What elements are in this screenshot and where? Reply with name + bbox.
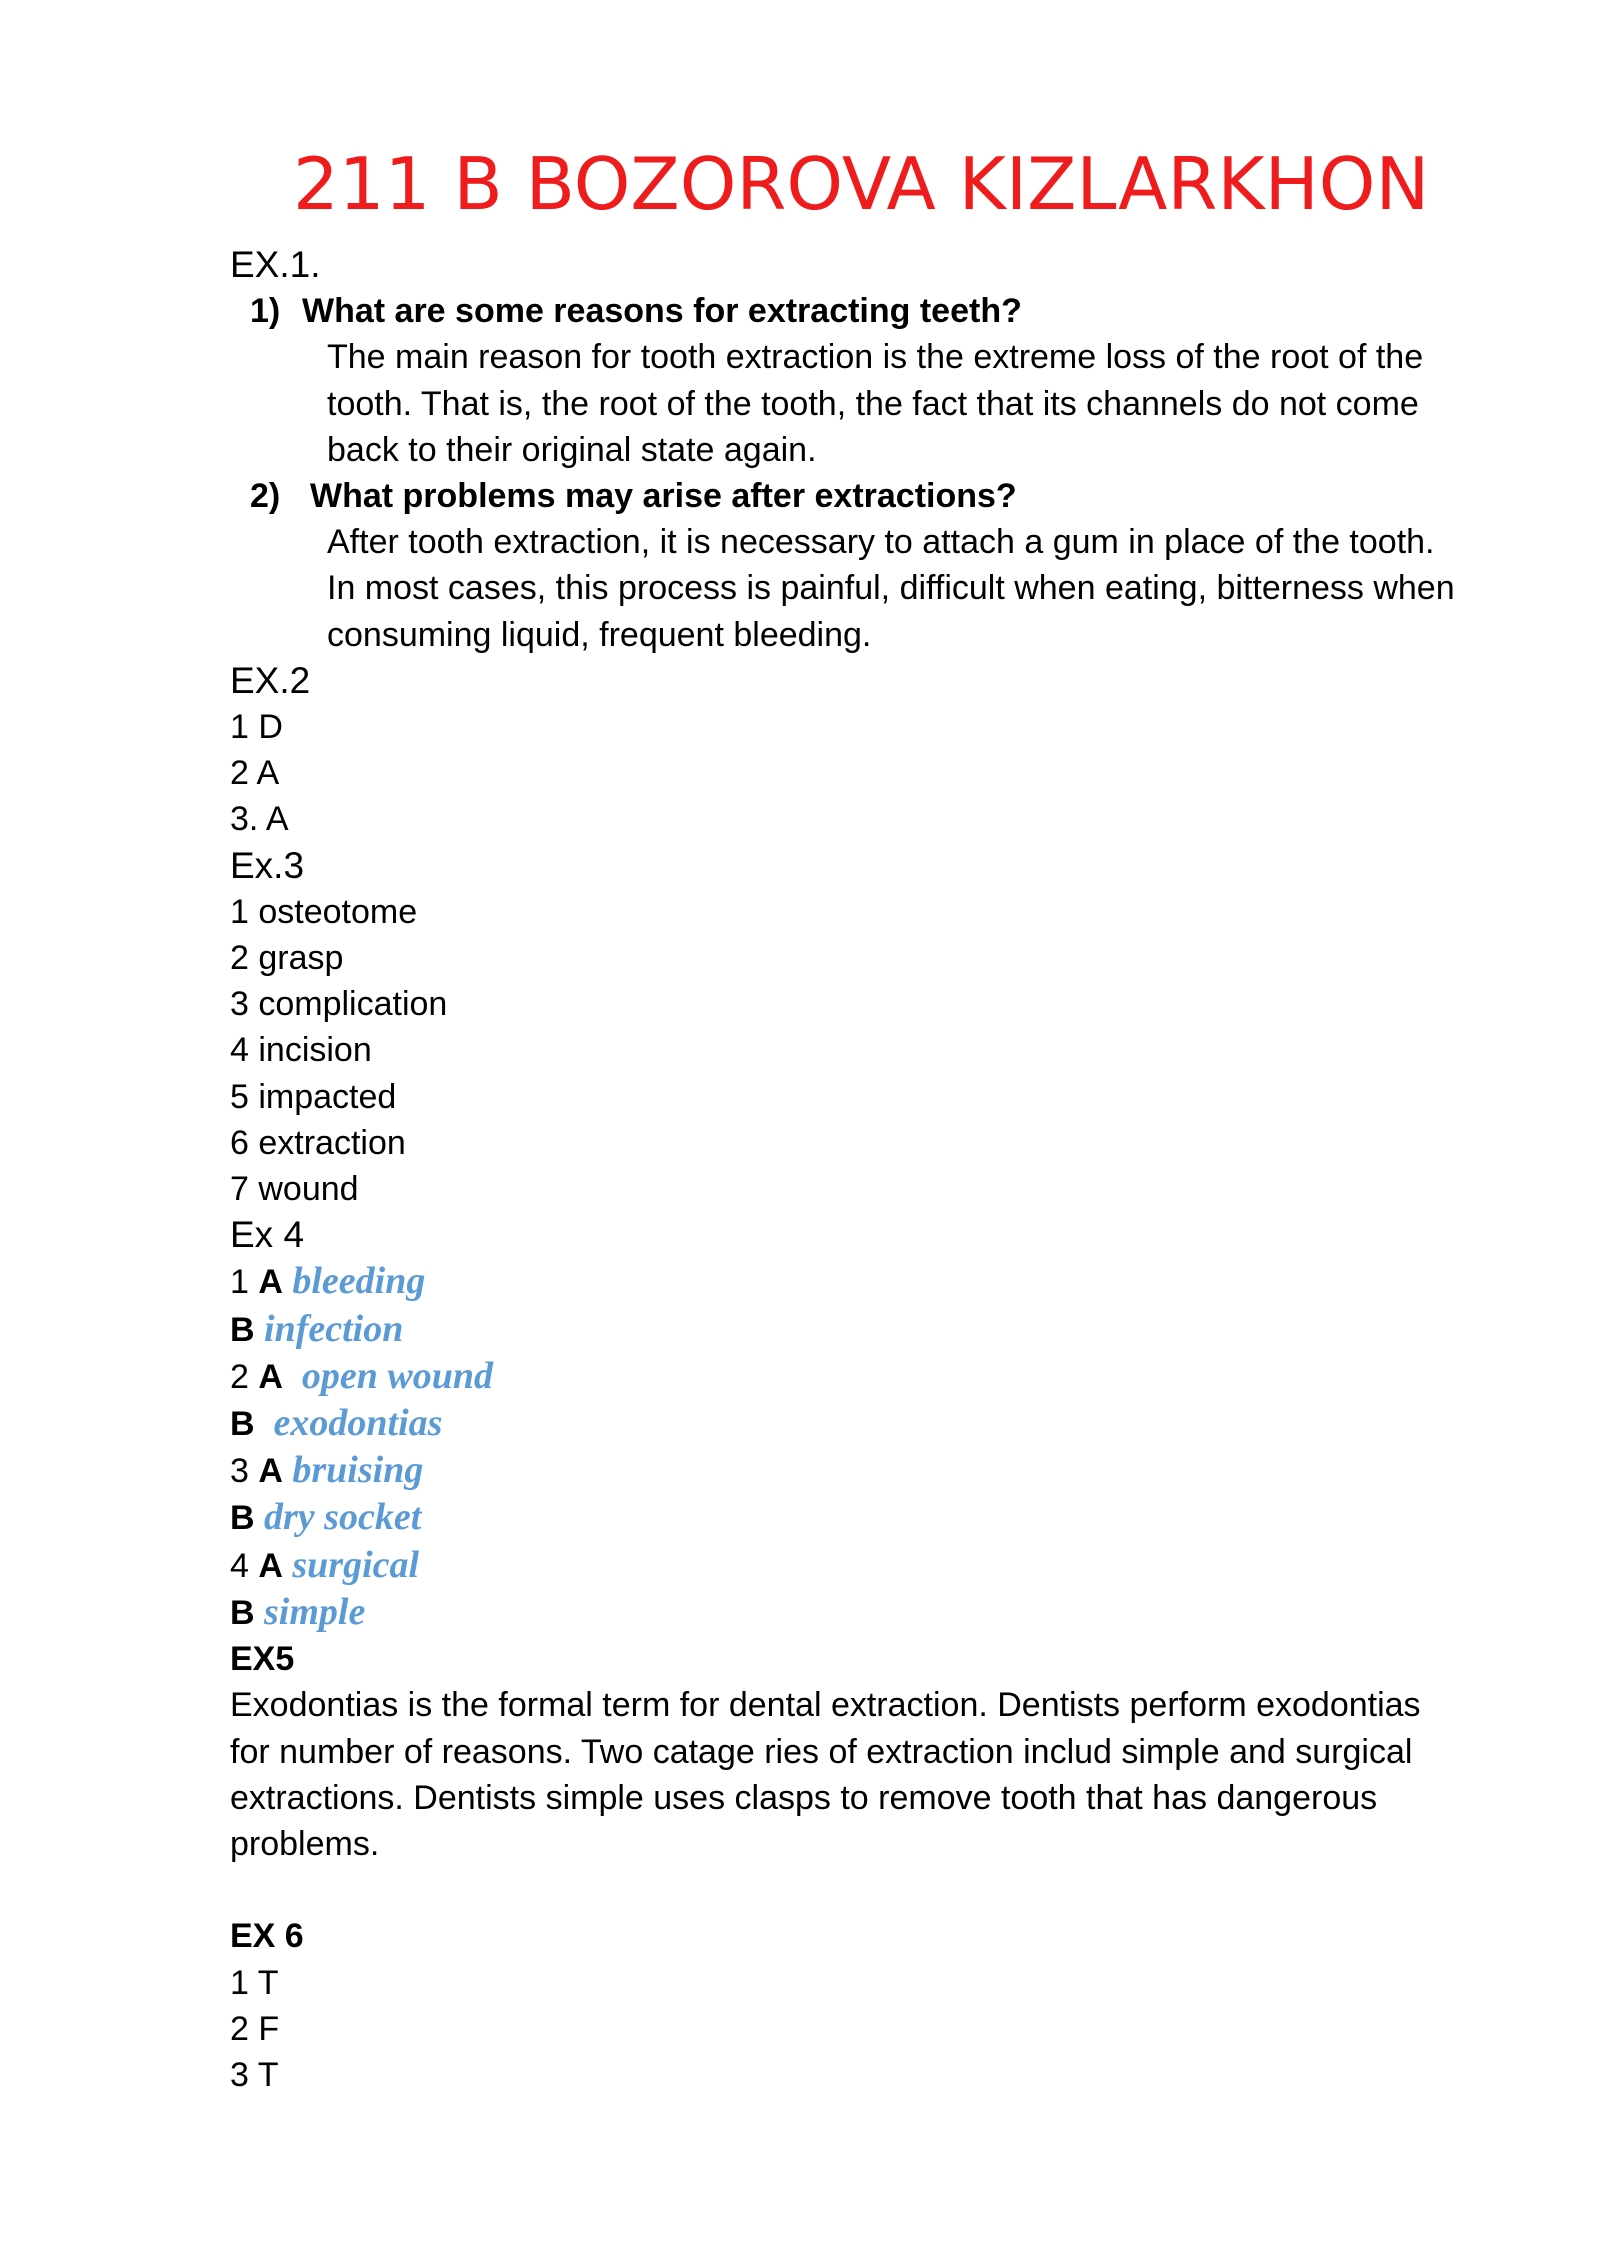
item-answer: dry socket bbox=[264, 1496, 422, 1539]
item-letter: A bbox=[258, 1263, 283, 1302]
item-number: 1 bbox=[230, 1263, 259, 1302]
ex6-item: 3 T bbox=[230, 2055, 279, 2094]
answer-line: The main reason for tooth extraction is the extreme loss of the root of the bbox=[327, 338, 1424, 377]
item-answer: bruising bbox=[292, 1449, 424, 1492]
ex2-item: 1 D bbox=[230, 708, 283, 747]
ex1-question-2 bbox=[230, 473, 1520, 519]
ex3-item: 6 extraction bbox=[230, 1123, 406, 1162]
ex6-heading: EX 6 bbox=[230, 1917, 304, 1956]
item-letter: A bbox=[258, 1452, 283, 1491]
ex2-item: 2 A bbox=[230, 754, 280, 793]
answer-line: tooth. That is, the root of the tooth, the fact that its channels do not come bbox=[327, 384, 1419, 423]
ex4-item bbox=[230, 1258, 1520, 1305]
document-body bbox=[230, 242, 1520, 2098]
answer-line: consuming liquid, frequent bleeding. bbox=[327, 615, 872, 654]
ex5-line: Exodontias is the formal term for dental extraction. Dentists perform exodontias bbox=[230, 1686, 1421, 1725]
ex3-item: 1 osteotome bbox=[230, 892, 418, 931]
item-answer: bleeding bbox=[292, 1260, 426, 1303]
item-letter: B bbox=[230, 1405, 255, 1444]
ex3-item: 4 incision bbox=[230, 1031, 372, 1070]
ex4-item bbox=[230, 1306, 1520, 1353]
ex5-line: for number of reasons. Two catage ries of extraction includ simple and surgical bbox=[230, 1732, 1413, 1771]
question-number: 2) bbox=[250, 477, 281, 516]
ex3-item: 7 wound bbox=[230, 1170, 359, 1209]
ex4-item bbox=[230, 1589, 1520, 1636]
ex1-question-1 bbox=[230, 288, 1520, 334]
item-answer: exodontias bbox=[264, 1402, 443, 1445]
item-answer: open wound bbox=[292, 1354, 493, 1397]
item-answer: simple bbox=[264, 1590, 366, 1633]
ex4-heading: Ex 4 bbox=[230, 1214, 305, 1256]
blank-line bbox=[230, 1867, 1520, 1913]
item-number: 2 bbox=[230, 1357, 259, 1396]
item-number: 4 bbox=[230, 1546, 259, 1585]
ex1-heading: EX.1. bbox=[230, 244, 321, 285]
ex5-heading: EX5 bbox=[230, 1640, 295, 1679]
ex4-item bbox=[230, 1494, 1520, 1541]
ex3-item: 5 impacted bbox=[230, 1077, 397, 1116]
item-answer: surgical bbox=[292, 1543, 420, 1586]
question-text: What problems may arise after extractions? bbox=[310, 477, 1017, 516]
ex4-item bbox=[230, 1353, 1520, 1400]
ex5-line: problems. bbox=[230, 1824, 380, 1863]
ex2-item: 3. A bbox=[230, 800, 289, 839]
ex1-answer-1 bbox=[230, 334, 1520, 473]
ex3-item: 2 grasp bbox=[230, 939, 344, 978]
answer-line: After tooth extraction, it is necessary to attach a gum in place of the tooth. bbox=[327, 523, 1435, 562]
answer-line: In most cases, this process is painful, difficult when eating, bitterness when bbox=[327, 569, 1455, 608]
question-number: 1) bbox=[250, 292, 281, 331]
ex3-item: 3 complication bbox=[230, 985, 448, 1024]
item-letter: A bbox=[258, 1357, 283, 1396]
ex4-item bbox=[230, 1400, 1520, 1447]
item-letter: B bbox=[230, 1593, 255, 1632]
ex6-item: 1 T bbox=[230, 1963, 279, 2002]
ex2-heading: EX.2 bbox=[230, 659, 311, 701]
item-number: 3 bbox=[230, 1452, 259, 1491]
item-letter: B bbox=[230, 1499, 255, 1538]
item-letter: A bbox=[258, 1546, 283, 1585]
ex3-heading: Ex.3 bbox=[230, 844, 305, 886]
answer-line: back to their original state again. bbox=[327, 430, 817, 469]
item-answer: infection bbox=[264, 1307, 404, 1350]
question-text: What are some reasons for extracting teeth? bbox=[302, 292, 1022, 331]
ex5-line: extractions. Dentists simple uses clasps to remove tooth that has dangerous bbox=[230, 1778, 1378, 1817]
ex6-item: 2 F bbox=[230, 2009, 280, 2048]
ex4-item bbox=[230, 1542, 1520, 1589]
ex1-answer-2 bbox=[230, 519, 1520, 658]
ex4-item bbox=[230, 1447, 1520, 1494]
item-letter: B bbox=[230, 1310, 255, 1349]
document-title: 211 B BOZOROVA KIZLARKHON bbox=[293, 142, 1430, 226]
